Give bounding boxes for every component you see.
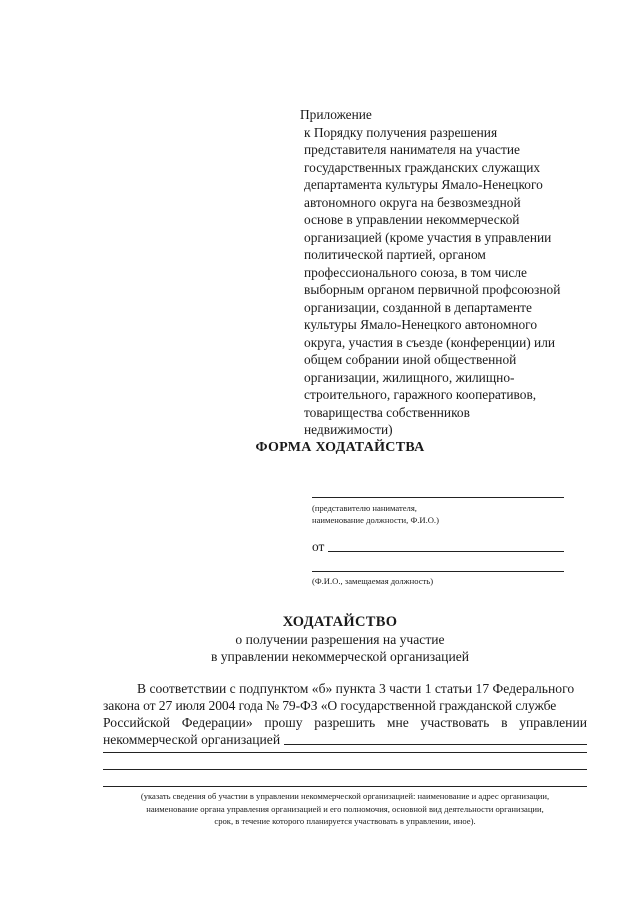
petition-subtitle-2 [0,649,640,665]
appendix-line: организации, жилищного, жилищно- [304,369,515,385]
organization-field-line-2[interactable] [103,752,587,753]
appendix-line: выборным органом первичной профсоюзной [304,282,561,297]
petition-body-line-3: Российской Федерации» прошу разрешить мне участвовать в управлении [103,715,587,730]
sender-field-line[interactable] [328,551,564,552]
form-title [0,440,640,456]
petition-subtitle-1 [0,632,640,648]
appendix-block [300,106,604,439]
petition-subtitle-text-2: в управлении некоммерческой организацией [210,649,470,664]
appendix-line: организацией (кроме участия в управлении [304,229,552,245]
appendix-line: департамента культуры Ямало-Ненецкого [304,177,543,192]
from-label: от [312,539,325,554]
appendix-line: культуры Ямало-Ненецкого автономного [304,317,538,332]
form-title-text: ФОРМА ХОДАТАЙСТВА [255,440,425,455]
appendix-line: основе в управлении некоммерческой [304,212,520,227]
from-row [312,538,564,554]
appendix-line: организации, созданной в департаменте [304,299,532,315]
petition-body-line-1: В соответствии с подпунктом «б» пункта 3 части 1 статьи 17 Федерального [137,681,575,696]
appendix-line: автономного округа на безвозмездной [304,194,521,210]
appendix-line: профессионального союза, в том числе [304,264,527,280]
appendix-line: к Порядку получения разрешения [304,124,498,140]
appendix-line: Приложение [300,107,372,122]
addressee-caption-1: (представителю нанимателя, [312,503,417,513]
petition-title [0,614,640,631]
sender-field-line-2[interactable] [312,571,564,572]
organization-label: некоммерческой организацией [103,732,281,747]
addressee-field-line[interactable] [312,497,564,498]
appendix-line: государственных гражданских служащих [304,159,541,175]
addressee-caption-2: наименование должности, Ф.И.О.) [312,515,439,525]
appendix-line: недвижимости) [304,422,393,437]
note-line: наименование органа управления организацией и его полномочия, основной вид деятельности организации, [146,803,544,814]
organization-field-line[interactable] [284,744,587,745]
note-line: (указать сведения об участии в управлении некоммерческой организацией: наименование и адрес организации, [140,791,550,801]
organization-row [103,731,587,748]
petition-subtitle-text-1: о получении разрешения на участие [235,632,445,647]
appendix-line: строительного, гаражного кооперативов, [304,387,537,402]
sender-caption: (Ф.И.О., замещаемая должность) [312,576,434,586]
appendix-line: политической партией, органом [304,247,486,262]
organization-field-line-4[interactable] [103,786,587,787]
note-line: срок, в течение которого планируется участвовать в управлении, иное). [214,816,476,826]
organization-field-line-3[interactable] [103,769,587,770]
petition-title-text: ХОДАТАЙСТВО [282,614,398,630]
appendix-line: товарищества собственников [304,404,470,420]
appendix-line: округа, участия в съезде (конференции) или [304,334,556,350]
petition-body-line-2: закона от 27 июля 2004 года № 79-ФЗ «О государственной гражданской службе [103,698,557,713]
organization-note [103,790,587,828]
appendix-line: общем собрании иной общественной [304,352,517,367]
appendix-line: представителя нанимателя на участие [304,142,520,157]
